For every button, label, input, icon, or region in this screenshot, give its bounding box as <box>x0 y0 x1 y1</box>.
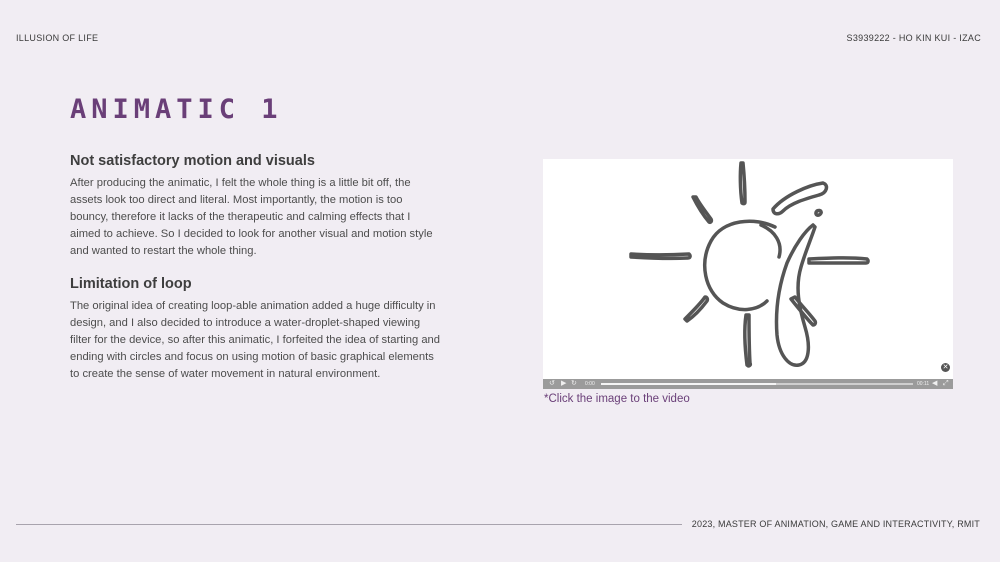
close-icon[interactable]: ✕ <box>942 364 949 371</box>
footer-credit: 2023, MASTER OF ANIMATION, GAME AND INTERACTIVITY, RMIT <box>691 519 980 529</box>
header-course-title: ILLUSION OF LIFE <box>16 33 99 43</box>
play-icon[interactable]: ▶ <box>561 380 567 387</box>
section-motion-visuals <box>70 153 440 260</box>
current-time: 0:00 <box>585 381 595 387</box>
section-body: After producing the animatic, I felt the whole thing is a little bit off, the assets look too direct and literal. Most importantly, the motion is too bouncy, therefore it lacks of the therapeutic and calming effects that I aimed to achieve. So I decided to look for another visual and motion style and wanted to restart the whole thing. <box>70 177 433 257</box>
volume-icon[interactable]: ◀ <box>932 380 938 387</box>
fullscreen-icon[interactable]: ⤢ <box>943 380 949 387</box>
page-title: ANIMATIC 1 <box>70 94 283 125</box>
section-body: The original idea of creating loop-able animation added a huge difficulty in design, and I also decided to introduce a water-droplet-shaped viewing filter for the device, so after this animatic, I forfeited the idea of starting and ending with circles and focus on using motion of basic graphical elements to create the sense of water movement in natural environment. <box>70 300 441 380</box>
video-caption-link[interactable]: *Click the image to the video <box>544 393 690 405</box>
section-heading: Not satisfactory motion and visuals <box>70 153 315 169</box>
rewind-icon[interactable]: ↺ <box>549 380 555 387</box>
section-limitation-loop <box>70 276 440 383</box>
section-heading: Limitation of loop <box>70 276 192 292</box>
sun-sketch-thumbnail[interactable] <box>543 159 953 389</box>
duration: 00:11 <box>917 381 930 387</box>
video-player[interactable] <box>543 159 953 389</box>
progress-bar[interactable] <box>601 383 913 385</box>
progress-fill <box>601 383 776 385</box>
video-controls <box>543 379 953 389</box>
forward-icon[interactable]: ↻ <box>571 380 577 387</box>
footer-divider <box>16 524 682 525</box>
header-student-id: S3939222 - HO KIN KUI - IZAC <box>846 33 981 43</box>
